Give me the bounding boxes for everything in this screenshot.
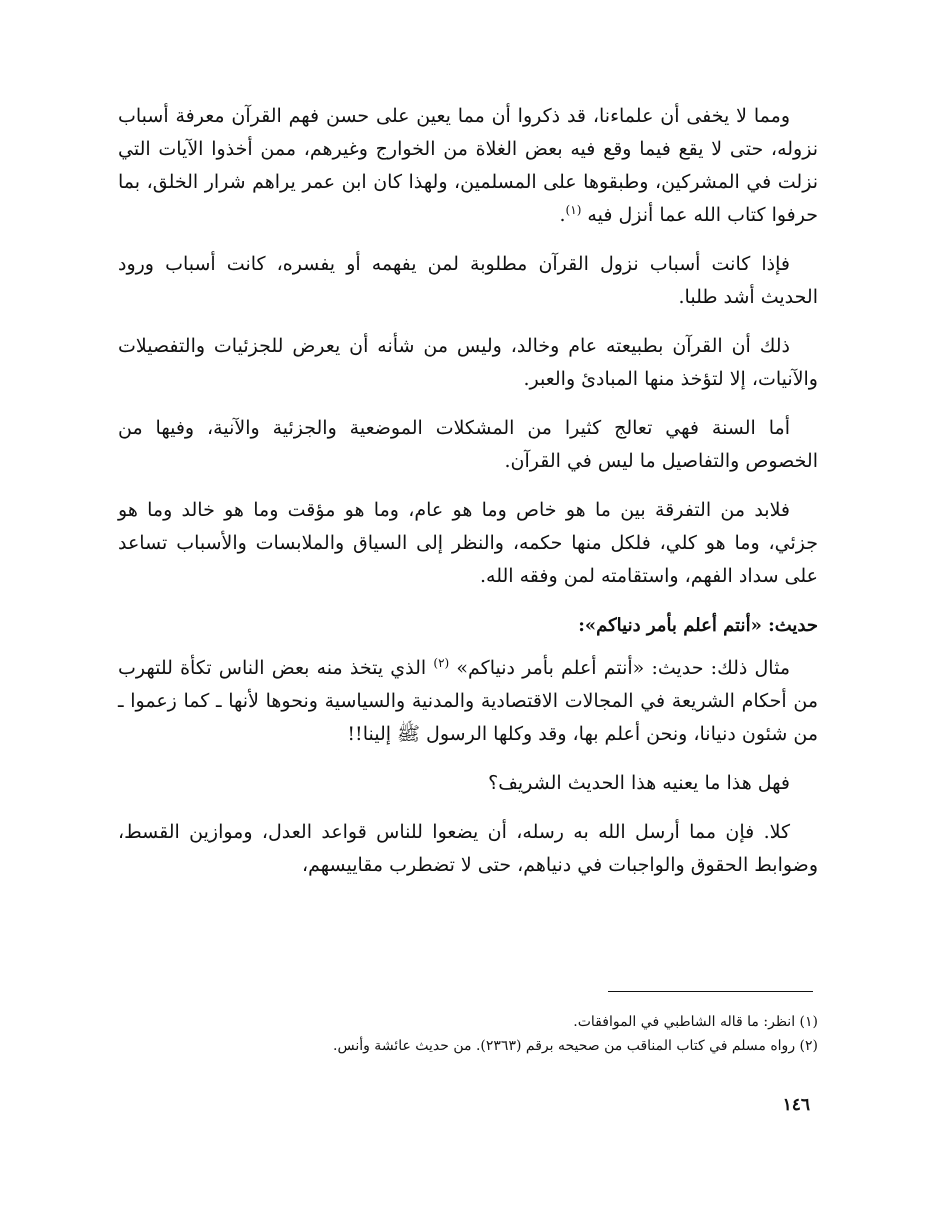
paragraph-last: كلا. فإن مما أرسل الله به رسله، أن يضعوا للناس قواعد العدل، وموازين القسط، وضوابط الحقوق والواجبات في دنياهم، حتى لا تضطرب مقاييسهم، bbox=[118, 821, 818, 876]
footnote-ref-1: (١) bbox=[565, 203, 582, 217]
paragraph-asbab-nuzul bbox=[118, 100, 818, 232]
paragraph-2: فإذا كانت أسباب نزول القرآن مطلوبة لمن يفهمه أو يفسره، كانت أسباب ورود الحديث أشد طلبا. bbox=[118, 253, 818, 308]
example-before: مثال ذلك: حديث: «أنتم أعلم بأمر دنياكم» bbox=[456, 657, 791, 679]
footnote-divider bbox=[608, 991, 813, 992]
paragraph-question: فهل هذا ما يعنيه هذا الحديث الشريف؟ bbox=[488, 772, 790, 794]
paragraph-example bbox=[118, 652, 818, 751]
footnote-1: (١) انظر: ما قاله الشاطبي في الموافقات. bbox=[573, 1014, 818, 1030]
main-text bbox=[118, 100, 818, 898]
paragraph-3: ذلك أن القرآن بطبيعته عام وخالد، وليس من شأنه أن يعرض للجزئيات والتفصيلات والآنيات، إلا لتؤخذ منها المبادئ والعبر. bbox=[118, 335, 818, 390]
example-after: الذي يتخذ منه بعض الناس تكأة للتهرب من أحكام الشريعة في المجالات الاقتصادية والمدنية والسياسية ونحوها لأنها ـ كما زعموا ـ من شئون دنيانا، ونحن أعلم بها، وقد وكلها الرسول ﷺ إلينا!! bbox=[118, 657, 818, 745]
footnote-ref-2: (٢) bbox=[433, 656, 450, 670]
paragraph-4: أما السنة فهي تعالج كثيرا من المشكلات الموضعية والجزئية والآنية، وفيها من الخصوص والتفاصيل ما ليس في القرآن. bbox=[118, 417, 818, 472]
paragraph-1-text: ومما لا يخفى أن علماءنا، قد ذكروا أن مما يعين على حسن فهم القرآن معرفة أسباب نزوله، حتى لا يقع فيما وقع فيه بعض الغلاة من الخوارج وغيرهم، ممن أخذوا الآيات التي نزلت في المشركين، وطبقوها على المسلمين، ولهذا كان ابن عمر يراهم شرار الخلق، بما حرفوا كتاب الله عما أنزل فيه bbox=[118, 105, 818, 226]
footnotes bbox=[118, 1010, 818, 1058]
page-number: ١٤٦ bbox=[782, 1095, 810, 1115]
section-heading: حديث: «أنتم أعلم بأمر دنياكم»: bbox=[578, 615, 818, 636]
footnote-2: (٢) رواه مسلم في كتاب المناقب من صحيحه برقم (٢٣٦٣). من حديث عائشة وأنس. bbox=[333, 1038, 818, 1054]
paragraph-5: فلابد من التفرقة بين ما هو خاص وما هو عام، وما هو مؤقت وما هو خالد وما هو جزئي، وما هو كلي، فلكل منها حكمه، والنظر إلى السياق والملابسات والأسباب تساعد على سداد الفهم، واستقامته لمن وفقه الله. bbox=[118, 499, 818, 587]
paragraph-1-end: . bbox=[559, 204, 566, 226]
